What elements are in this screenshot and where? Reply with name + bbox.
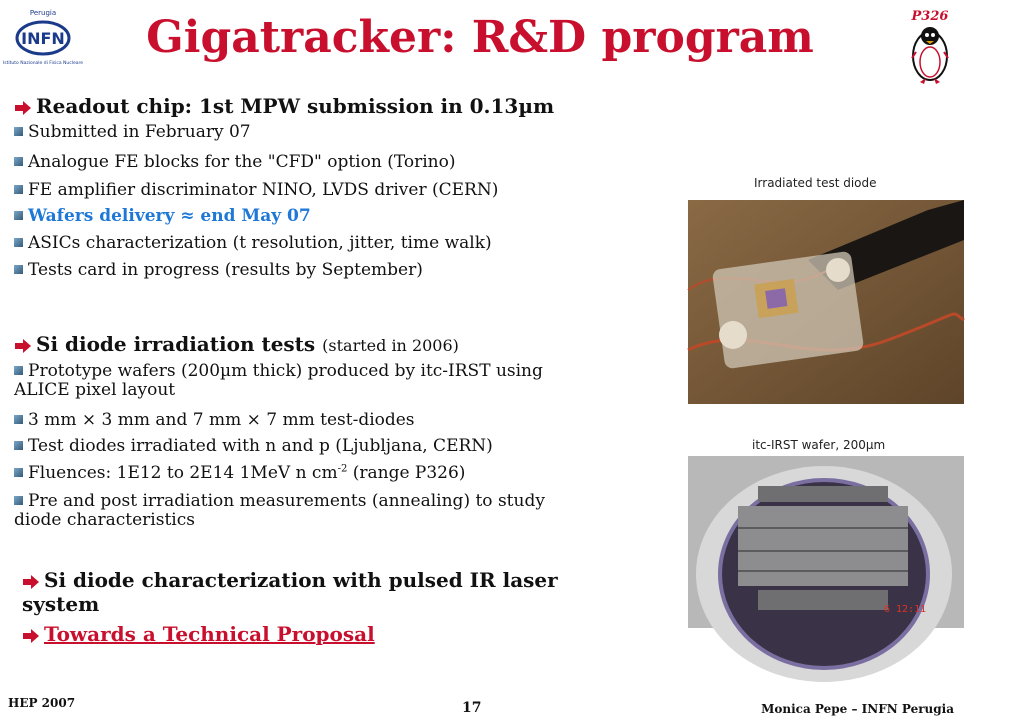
page-number: 17	[462, 700, 482, 716]
infn-logo-name: INFN	[21, 29, 65, 48]
slide-title: Gigatracker: R&D program	[146, 12, 814, 63]
square-bullet-icon	[14, 157, 23, 166]
section3-heading: Si diode characterization with pulsed IR laser system	[22, 568, 558, 616]
bullet-tests-card	[14, 260, 423, 280]
bullet-prototype-wafers	[14, 362, 574, 400]
bullet-text: Wafers delivery ≈ end May 07	[28, 206, 311, 226]
square-bullet-icon	[14, 441, 23, 450]
wafer-photo	[688, 456, 964, 628]
bullet-text: Prototype wafers (200µm thick) produced by itc-IRST using ALICE pixel layout	[14, 361, 543, 400]
bullet-submitted	[14, 122, 251, 142]
section2-heading: Si diode irradiation tests	[36, 332, 316, 356]
bullet-test-diodes-size	[14, 410, 415, 430]
bullet-irradiated-n-p	[14, 436, 493, 456]
arrow-bullet-icon	[22, 629, 40, 643]
bullet-asics	[14, 233, 492, 253]
arrow-bullet-icon	[14, 101, 32, 115]
section2-note: (started in 2006)	[322, 336, 459, 355]
section1-heading: Readout chip: 1st MPW submission in 0.13µm	[36, 94, 555, 118]
bullet-pre-post-irradiation	[14, 492, 584, 530]
square-bullet-icon	[14, 238, 23, 247]
p326-logo-label: P326	[911, 9, 949, 24]
infn-logo-top-text: Perugia	[29, 9, 57, 17]
section3-heading-row	[22, 568, 582, 616]
wafer-timestamp: 6 12:11	[884, 604, 927, 615]
bullet-text: Tests card in progress (results by September)	[28, 260, 423, 280]
square-bullet-icon	[14, 185, 23, 194]
technical-proposal-row	[22, 622, 375, 646]
bullet-text: Submitted in February 07	[28, 122, 251, 142]
arrow-bullet-icon	[22, 575, 40, 589]
square-bullet-icon	[14, 265, 23, 274]
wafer-caption: itc-IRST wafer, 200µm	[752, 438, 886, 452]
square-bullet-icon	[14, 415, 23, 424]
bullet-text: Analogue FE blocks for the "CFD" option (Torino)	[28, 152, 456, 172]
infn-logo-subtitle: Istituto Nazionale di Fisica Nucleare	[2, 61, 84, 66]
section2-heading-row	[14, 332, 459, 356]
square-bullet-icon	[14, 366, 23, 375]
bullet-text: Pre and post irradiation measurements (annealing) to study diode characteristics	[14, 491, 545, 530]
section1-heading-row	[14, 94, 554, 118]
bullet-text: ASICs characterization (t resolution, jitter, time walk)	[28, 233, 492, 253]
footer-author: Monica Pepe – INFN Perugia	[761, 702, 954, 716]
bullet-fluences	[14, 463, 465, 483]
square-bullet-icon	[14, 211, 23, 220]
diode-caption: Irradiated test diode	[754, 176, 877, 190]
arrow-bullet-icon	[14, 339, 32, 353]
square-bullet-icon	[14, 496, 23, 505]
technical-proposal-link[interactable]: Towards a Technical Proposal	[44, 622, 375, 646]
square-bullet-icon	[14, 468, 23, 477]
bullet-text: FE amplifier discriminator NINO, LVDS driver (CERN)	[28, 180, 499, 200]
bullet-wafers-delivery	[14, 206, 311, 226]
bullet-fe-amplifier	[14, 180, 498, 200]
square-bullet-icon	[14, 127, 23, 136]
bullet-text: Fluences: 1E12 to 2E14 1MeV n cm	[28, 463, 338, 483]
bullet-analogue-fe	[14, 152, 455, 172]
footer-event: HEP 2007	[8, 696, 76, 710]
irradiated-diode-photo	[688, 200, 964, 404]
bullet-text: Test diodes irradiated with n and p (Ljubljana, CERN)	[28, 436, 493, 456]
bullet-text: 3 mm × 3 mm and 7 mm × 7 mm test-diodes	[28, 410, 415, 430]
fluence-tail: (range P326)	[347, 463, 466, 483]
fluence-superscript: -2	[337, 463, 348, 475]
